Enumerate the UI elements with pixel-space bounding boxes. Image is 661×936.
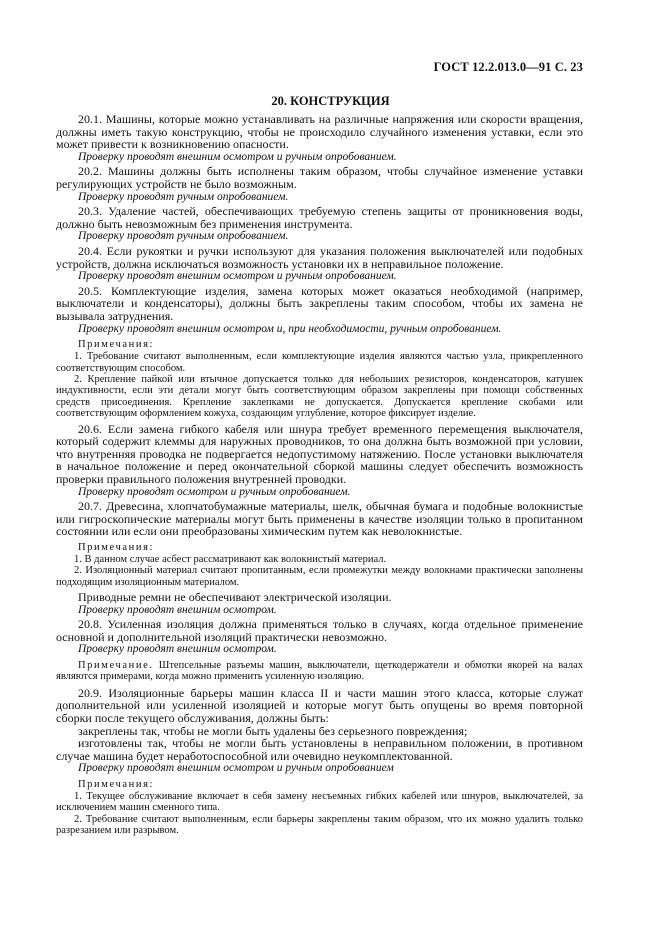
check-note-20-9: Проверку проводят внешним осмотром и ручным опробованием: [78, 762, 394, 775]
check-note-20-3: Проверку проводят ручным опробованием.: [78, 230, 289, 243]
note-item: 1. В данном случае асбест рассматривают как волокнистый материал.: [74, 553, 387, 565]
paragraph-20-7: 20.7. Древесина, хлопчатобумажные материалы, шелк, обычная бумага и подобные волокнистые или гигроскопические материалы могут быть применены в качестве изоляции только в пропитанном состоянии или если они преобразованы химическим путем как неволокнистые.: [56, 499, 583, 539]
check-note-20-2: Проверку проводят ручным опробованием.: [78, 190, 289, 203]
notes-heading: Примечания:: [78, 541, 155, 553]
note-item: 2. Крепление пайкой или втычное допускается только для небольших резисторов, конденсаторов, катушек индуктивности, если эти детали могут быть соответствующим образом закреплены при помощи собственных средств присоединения. Крепление заклепками не допускается. Допускается крепление скобами или соответствующим оформлением кожуха, создающим углубление, которое фиксирует изделие.: [56, 373, 583, 420]
note-item: 1. Текущее обслуживание включает в себя замену несъемных гибких кабелей или шнуров, выключателей, за исключением машин сменного типа.: [56, 791, 583, 814]
paragraph-20-9: 20.9. Изоляционные барьеры машин класса II и части машин этого класса, которые служат дополнительной или усиленной изоляцией и которые могут быть опущены во время повторной сборки после текущего обслуживания, должны быть:: [56, 685, 583, 726]
check-note-20-5: Проверку проводят внешним осмотром и, при необходимости, ручным опробованием.: [78, 322, 502, 335]
paragraph-20-1: 20.1. Машины, которые можно устанавливать на различные напряжения или скорости вращения, должны иметь такую конструкцию, чтобы не происходило случайного изменения уставки, если это может привести к возникновению опасности.: [56, 112, 583, 152]
paragraph-20-3: 20.3. Удаление частей, обеспечивающих требуемую степень защиты от проникновения воды, должно быть невозможным без применения инструмента.: [56, 204, 583, 231]
note-item: 2. Изоляционный материал считают пропитанным, если промежутки между волокнами практически заполнены подходящим изоляционным материалом.: [56, 565, 583, 588]
note-text: Штепсельные разъемы машин, выключатели, щеткодержатели и обмотки якорей на валах являются примерами, когда можно применить усиленную изоляцию.: [56, 660, 583, 683]
note-20-8: [56, 660, 583, 683]
page-header: ГОСТ 12.2.013.0—91 С. 23: [433, 60, 583, 74]
paragraph-20-6: 20.6. Если замена гибкого кабеля или шнура требует временного перемещения выключателя, который содержит клеммы для наружных проводников, то она должна быть возможной при условии, что внутренняя проводка не подвергается недопустимому натяжению. После установки выключателя в начальное положение и перед окончательной сборкой машины следует обеспечить возможность проверки правильного положения внутренней проводки.: [56, 421, 583, 486]
paragraph-20-9-b: изготовлены так, чтобы не могли быть установлены в неправильном положении, в противном случае машина будет неработоспособной или очевидно неукомплектованной.: [56, 736, 583, 763]
document-body: [56, 113, 583, 837]
note-label: Примечание.: [78, 660, 154, 672]
paragraph-20-7-belts: Приводные ремни не обеспечивают электрической изоляции.: [78, 590, 392, 605]
notes-heading: Примечания:: [78, 339, 155, 351]
note-item: 1. Требование считают выполненным, если комплектующие изделия являются частью узла, прикрепленного соответствующим способом.: [56, 351, 583, 374]
paragraph-20-4: 20.4. Если рукоятки и ручки используют для указания положения выключателей или подобных устройств, должна исключаться возможность установки их в неправильное положение.: [56, 243, 583, 271]
check-note-20-7: Проверку проводят внешним осмотром.: [78, 603, 277, 616]
paragraph-20-2: 20.2. Машины должны быть исполнены таким образом, чтобы случайное изменение уставки регулирующих устройств не было возможным.: [56, 164, 583, 191]
paragraph-20-5: 20.5. Комплектующие изделия, замена которых может оказаться необходимой (например, выключатели и конденсаторы), должны быть закреплены таким способом, чтобы их замена не вызывала затруднения.: [56, 283, 583, 323]
paragraph-20-8: 20.8. Усиленная изоляция должна применяться только в случаях, когда отдельное применение основной и дополнительной изоляций практически невозможно.: [56, 617, 583, 644]
section-title: 20. КОНСТРУКЦИЯ: [271, 94, 390, 108]
check-note-20-8: Проверку проводят внешним осмотром.: [78, 643, 277, 656]
paragraph-20-9-a: закреплены так, чтобы не могли быть удалены без серьезного повреждения;: [78, 723, 468, 738]
check-note-20-6: Проверку проводят осмотром и ручным опробованием.: [78, 485, 351, 498]
notes-heading: Примечания:: [78, 779, 155, 791]
check-note-20-1: Проверку проводят внешним осмотром и ручным опробованием.: [78, 150, 397, 163]
check-note-20-4: Проверку проводят внешним осмотром и ручным опробованием.: [78, 270, 397, 283]
note-item: 2. Требование считают выполненным, если барьеры закреплены таким образом, что их можно удалить только разрезанием или разрывом.: [56, 813, 583, 837]
